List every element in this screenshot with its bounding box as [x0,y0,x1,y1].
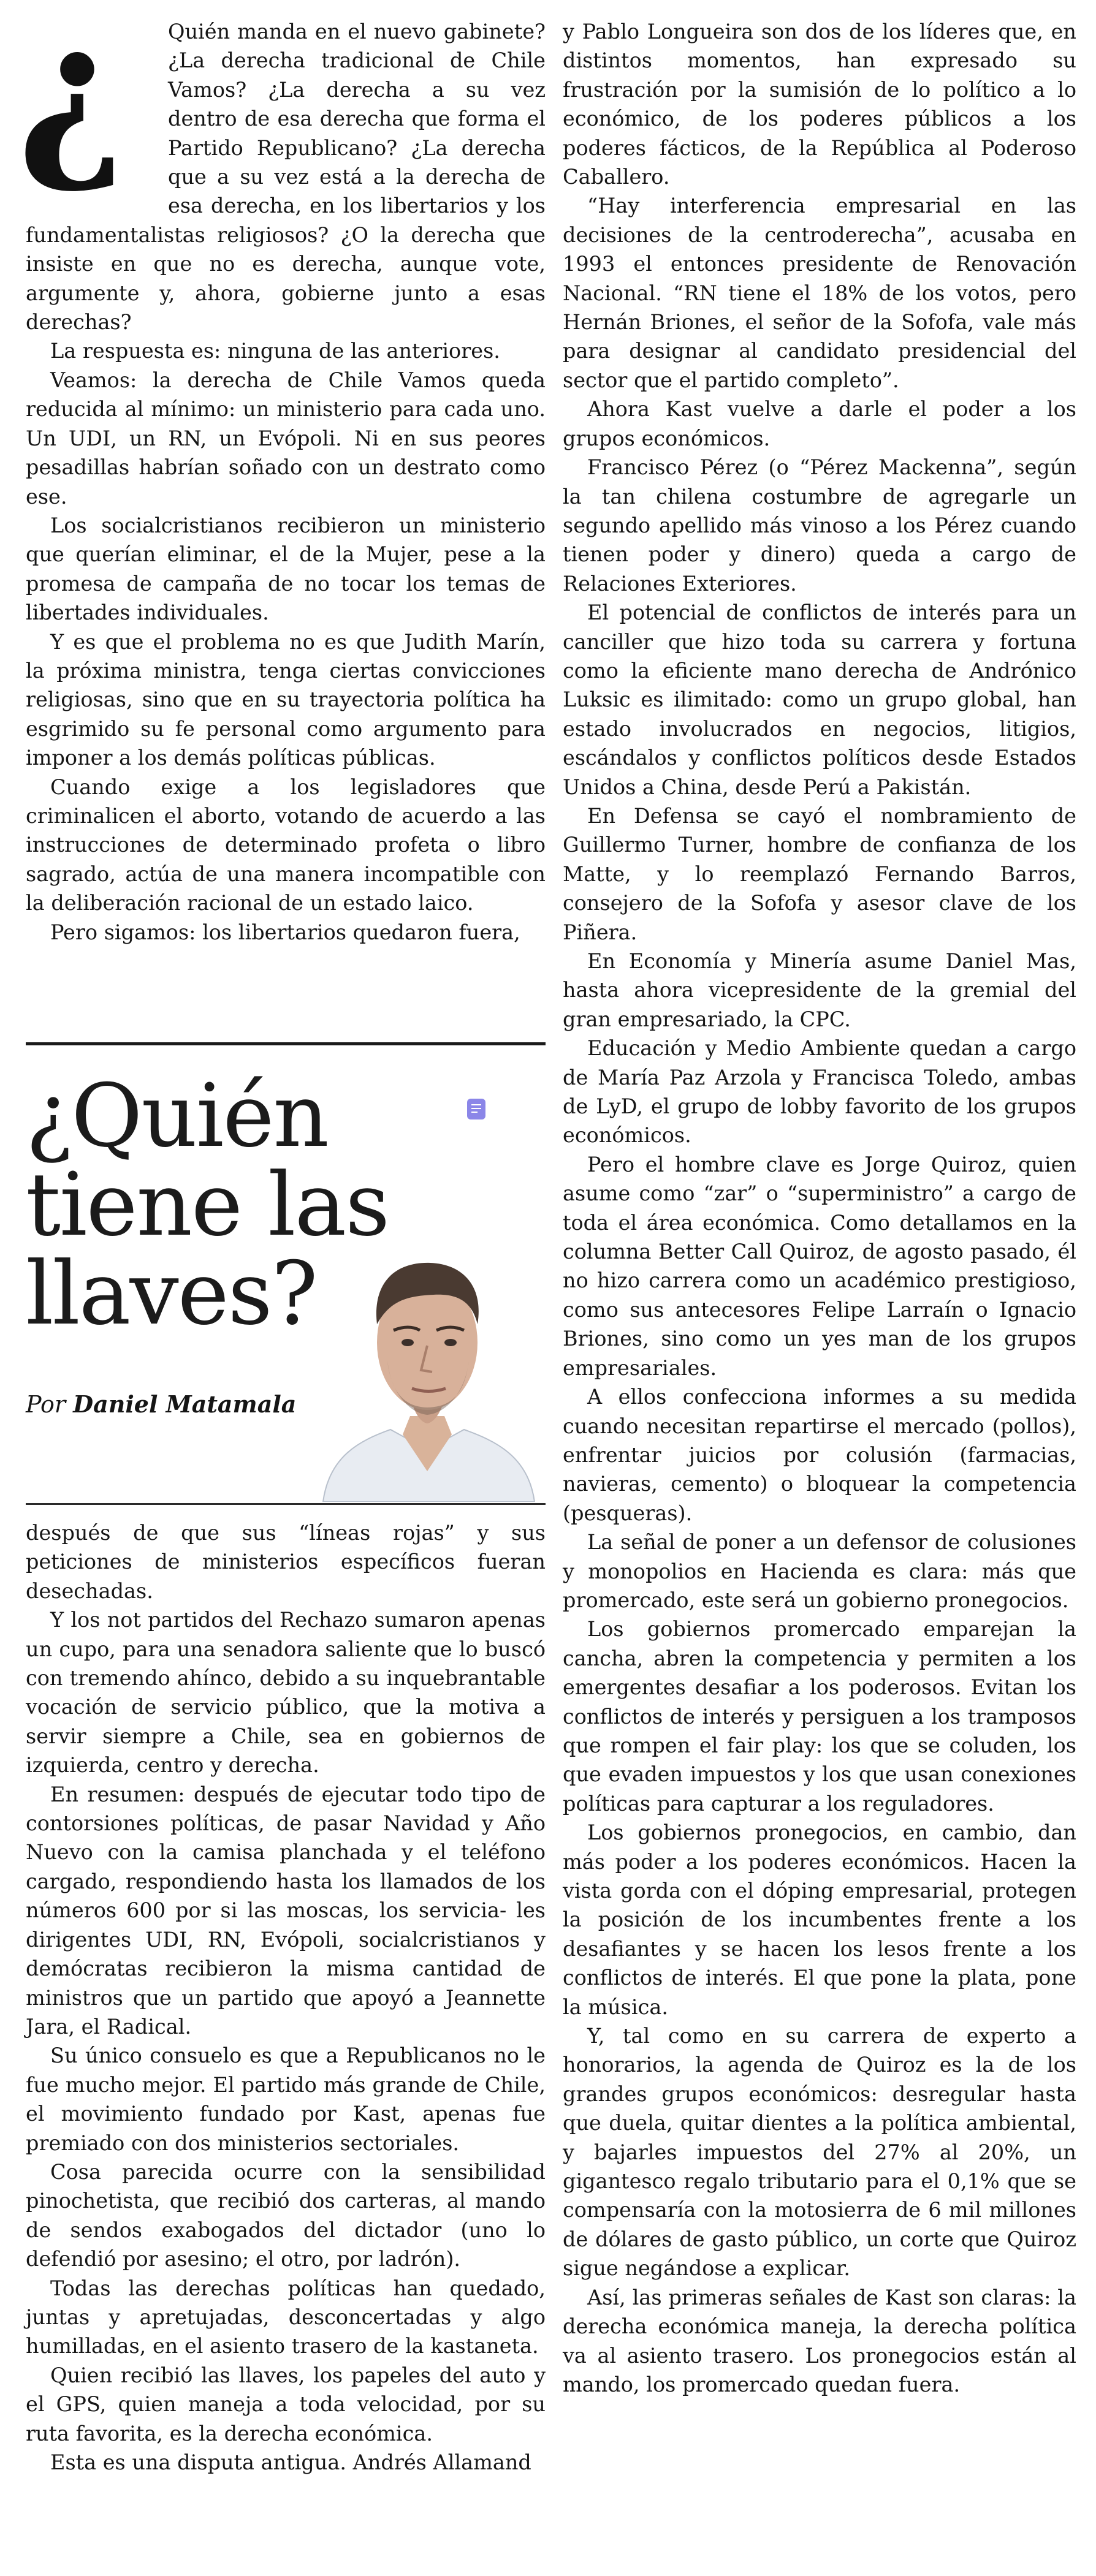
byline [26,1390,296,1418]
paragraph: En resumen: después de ejecutar todo tipo de contorsiones políticas, de pasar Navidad y Año Nuevo con la camisa planchada y el teléfono cargado, respondiendo hasta los llamados de los números 600 por si las moscas, los servicia- les dirigentes UDI, RN, Evópoli, socialcristianos y demócratas recibieron la misma cantidad de ministros que un partido que apoyó a Jeannette Jara, el Radical. [26,1782,546,2039]
paragraph: Su único consuelo es que a Republicanos no le fue mucho mejor. El partido más grande de Chile, el movimiento fundado por Kast, apenas fue premiado con dos ministerios sectoriales. [26,2044,546,2155]
article-column-right [563,17,1076,2399]
paragraph: Y los not partidos del Rechazo sumaron apenas un cupo, para una senadora saliente que lo buscó con tremendo ahínco, debido a su inquebrantable vocación de servicio público, que la motiva a servir siempre a Chile, sea en gobiernos de izquierda, centro y derecha. [26,1608,546,1778]
author-portrait [311,1208,546,1502]
paragraph: Los socialcristianos recibieron un ministerio que querían eliminar, el de la Mujer, pese a la promesa de campaña de no tocar los temas de libertades individuales. [26,513,546,625]
note-icon[interactable] [467,1099,485,1119]
divider [26,1503,546,1505]
headline-line: llaves? [26,1243,317,1344]
paragraph: En Economía y Minería asume Daniel Mas, hasta ahora vicepresidente de la gremial del gran empresariado, la CPC. [563,949,1076,1031]
paragraph: Quién manda en el nuevo gabinete? ¿La derecha tradicional de Chile Vamos? ¿La derecha a su vez dentro de esa derecha que forma el Partido Republicano? ¿La derecha que a su vez está a la derecha de esa derecha, en los libertarios y los fundamentalistas religiosos? ¿O la derecha que insiste en que no es derecha, aunque vote, argumente y, ahora, gobierne junto a esas derechas? [26,20,546,335]
paragraph: Francisco Pérez (o “Pérez Mackenna”, según la tan chilena costumbre de agregarle un segundo apellido más vinoso a los Pérez cuando tienen poder y dinero) queda a cargo de Relaciones Exteriores. [563,455,1076,596]
headline-box [26,1042,546,1508]
paragraph: Ahora Kast vuelve a darle el poder a los grupos económicos. [563,397,1076,450]
paragraph: Los gobiernos promercado emparejan la cancha, abren la competencia y permiten a los emergentes desafiar a los poderosos. Evitan los conflictos de interés y persiguen a los tramposos que rompen el fair play: los que se coluden, los que evaden impuestos y los que usan conexiones políticas para capturar a los reguladores. [563,1617,1076,1816]
paragraph: Y, tal como en su carrera de experto a honorarios, la agenda de Quiroz es la de los grandes grupos económicos: desregular hasta que duela, quitar dientes a la política ambiental, y bajarles impuestos del 27% al 20%, un gigantesco regalo tributario para el 0,1% que se compensaría con la motosierra de 6 mil millones de dólares de gasto público, un corte que Quiroz sigue negándose a explicar. [563,2024,1076,2281]
paragraph: Educación y Medio Ambiente quedan a cargo de María Paz Arzola y Francisca Toledo, ambas de LyD, el grupo de lobby favorito de los grupos económicos. [563,1036,1076,1148]
paragraph: Todas las derechas políticas han quedado, juntas y apretujadas, desconcertadas y algo humilladas, en el asiento trasero de la kastaneta. [26,2276,546,2358]
paragraph: A ellos confecciona informes a su medida cuando necesitan repartirse el mercado (pollos), enfrentar juicios por colusión (farmacias, navieras, cemento) o bloquear la competencia (pesqueras). [563,1385,1076,1525]
paragraph: El potencial de conflictos de interés para un canciller que hizo toda su carrera y fortuna como la eficiente mano derecha de Andrónico Luksic es ilimitado: como un grupo global, han estado involucrados en negocios, litigios, escándalos y conflictos políticos desde Estados Unidos a China, desde Perú a Pakistán. [563,600,1076,799]
byline-prefix: Por [26,1391,66,1418]
paragraph: Cuando exige a los legisladores que criminalicen el aborto, votando de acuerdo a las instrucciones de determinado profeta o libro sagrado, actúa de una manera incompatible con la deliberación racional de un estado laico. [26,775,546,915]
paragraph: Veamos: la derecha de Chile Vamos queda reducida al mínimo: un ministerio para cada uno. Un UDI, un RN, un Evópoli. Ni en sus peores pesadillas habrían soñado con un destrato como ese. [26,368,546,509]
paragraph: Pero sigamos: los libertarios quedaron fuera, [50,920,520,944]
paragraph: “Hay interferencia empresarial en las decisiones de la centroderecha”, acusaba en 1993 el entonces presidente de Renovación Nacional. “RN tiene el 18% de los votos, pero Hernán Briones, el señor de la Sofofa, vale más para designar al candidato presidencial del sector que el partido completo”. [563,194,1076,392]
divider [26,1042,546,1045]
headline-line: tiene las [26,1154,389,1256]
paragraph: Así, las primeras señales de Kast son claras: la derecha económica maneja, la derecha política va al asiento trasero. Los pronegocios están al mando, los promercado quedan fuera. [563,2285,1076,2396]
byline-author: Daniel Matamala [73,1390,297,1418]
dropcap-char: ¿ [17,0,125,199]
article-column-left-bottom [26,1518,546,2477]
article-column-left-top [17,0,546,947]
paragraph: En Defensa se cayó el nombramiento de Guillermo Turner, hombre de confianza de los Matte, y lo reemplazó Fernando Barros, consejero de la Sofofa y asesor clave de los Piñera. [563,803,1076,944]
paragraph: Quien recibió las llaves, los papeles del auto y el GPS, quien maneja a toda velocidad, por su ruta favorita, es la derecha económica. [26,2363,546,2445]
paragraph: y Pablo Longueira son dos de los líderes que, en distintos momentos, han expresado su frustración por la sumisión de lo político a lo económico, de los poderes públicos a los poderes fácticos, de la República al Poderoso Caballero. [563,20,1076,189]
paragraph: La señal de poner a un defensor de colusiones y monopolios en Hacienda es clara: más que promercado, este será un gobierno pronegocios. [563,1530,1076,1612]
paragraph: Pero el hombre clave es Jorge Quiroz, quien asume como “zar” o “superministro” a cargo de toda el área económica. Como detallamos en la columna Better Call Quiroz, de agosto pasado, él no hizo carrera como un académico prestigioso, como sus antecesores Felipe Larraín o Ignacio Briones, sino como un yes man de los grupos empresariales. [563,1152,1076,1380]
paragraph: Cosa parecida ocurre con la sensibilidad pinochetista, que recibió dos carteras, al mando de sendos exabogados del dictador (uno lo defendió por asesino; el otro, por ladrón). [26,2159,546,2271]
dropcap [17,0,159,211]
paragraph: La respuesta es: ninguna de las anteriores. [50,339,500,363]
paragraph: Esta es una disputa antigua. Andrés Allamand [50,2450,531,2474]
headline-line: ¿Quién [26,1066,328,1167]
paragraph: Los gobiernos pronegocios, en cambio, dan más poder a los poderes económicos. Hacen la vista gorda con el dóping empresarial, protegen la posición de los incumbentes frente a los desafiantes y se hacen los lesos frente a los conflictos de interés. El que pone la plata, pone la música. [563,1820,1076,2019]
paragraph: después de que sus “líneas rojas” y sus peticiones de ministerios específicos fueran desechadas. [26,1521,546,1603]
paragraph: Y es que el problema no es que Judith Marín, la próxima ministra, tenga ciertas convicciones religiosas, sino que en su trayectoria política ha esgrimido su fe personal como argumento para imponer a los demás políticas públicas. [26,629,546,770]
